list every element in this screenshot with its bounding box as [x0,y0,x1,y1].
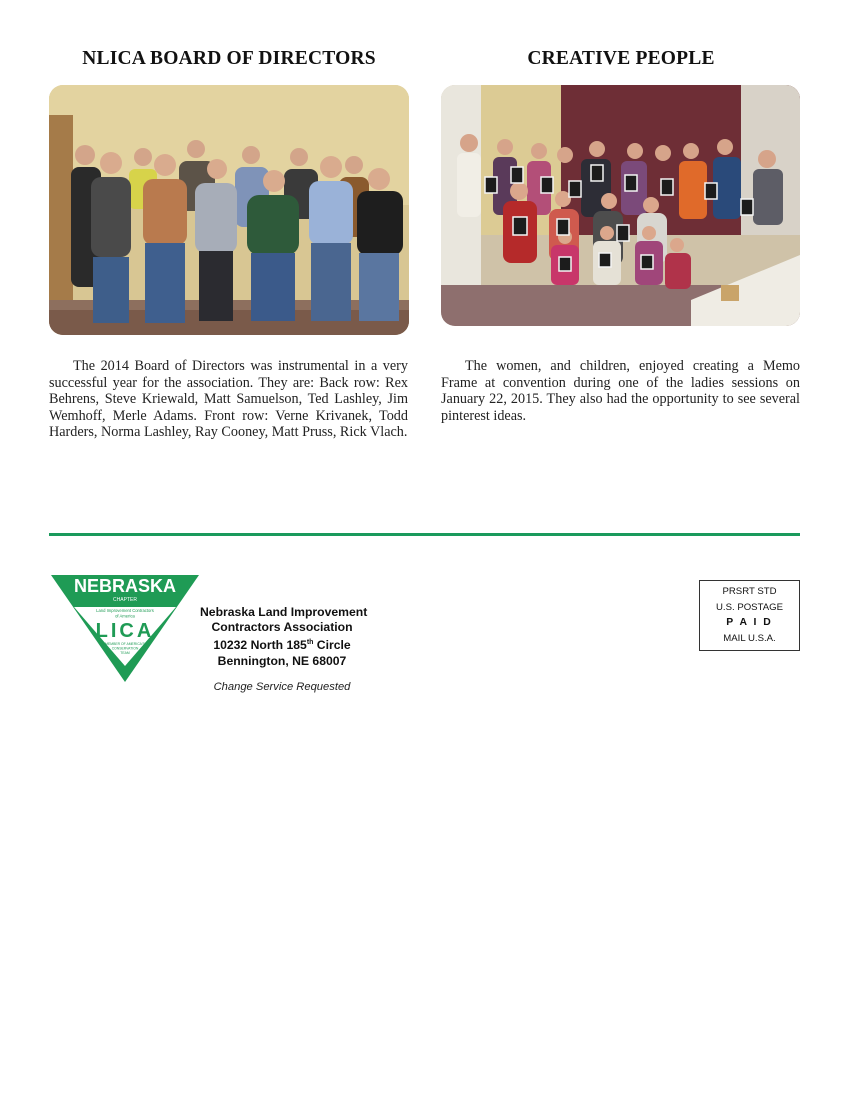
service-requested: Change Service Requested [213,681,351,693]
address-line-2: Contractors Association [211,620,353,635]
address-line-3: 10232 North 185th Circle [213,638,351,653]
board-caption: The 2014 Board of Directors was instrumental in a very successful year for the association. They are: Back row: Rex Behrens, Steve Kriewald, Matt Samuelson, Ted Lashley, Jim Wemhoff, Merle Adams. Front row: Verne Krivanek, Todd Harders, Norma Lashley, Ray Cooney, Matt Pruss, Rick Vlach. [49,358,408,441]
logo-small-2: CONSERVATION [111,646,139,651]
creative-photo-image [441,85,800,326]
logo-small-3: TEAM [120,651,130,655]
logo-tagline-1: Land Improvement Contractors [96,608,154,613]
address-line-4: Bennington, NE 68007 [217,653,347,668]
postage-line-4: MAIL U.S.A. [723,632,776,644]
board-group-photo [49,85,409,335]
section-divider [49,533,800,536]
logo-lica-text: LICA [95,620,155,642]
board-photo-image [49,85,409,335]
nlica-logo [50,574,200,684]
address-line-1: Nebraska Land Improvement [200,605,368,619]
creative-group-photo [441,85,800,326]
logo-small-1: MEMBER OF AMERICA'S [105,642,145,646]
board-section-title: NLICA BOARD OF DIRECTORS [82,48,376,69]
postage-line-2: U.S. POSTAGE [716,601,783,613]
logo-top-text: NEBRASKA [73,576,177,596]
postage-indicia [699,580,800,651]
creative-caption: The women, and children, enjoyed creating a Memo Frame at convention during one of the ladies sessions on January 22, 2015. They also had the opportunity to see several pinterest ideas. [441,358,800,424]
logo-tagline-2: of America [115,613,135,619]
postage-line-1: PRSRT STD [722,586,777,597]
return-address [200,605,368,669]
postage-paid: P A I D [726,617,773,628]
creative-section-title: CREATIVE PEOPLE [527,48,715,69]
logo-chapter-text: CHAPTER [113,597,137,603]
